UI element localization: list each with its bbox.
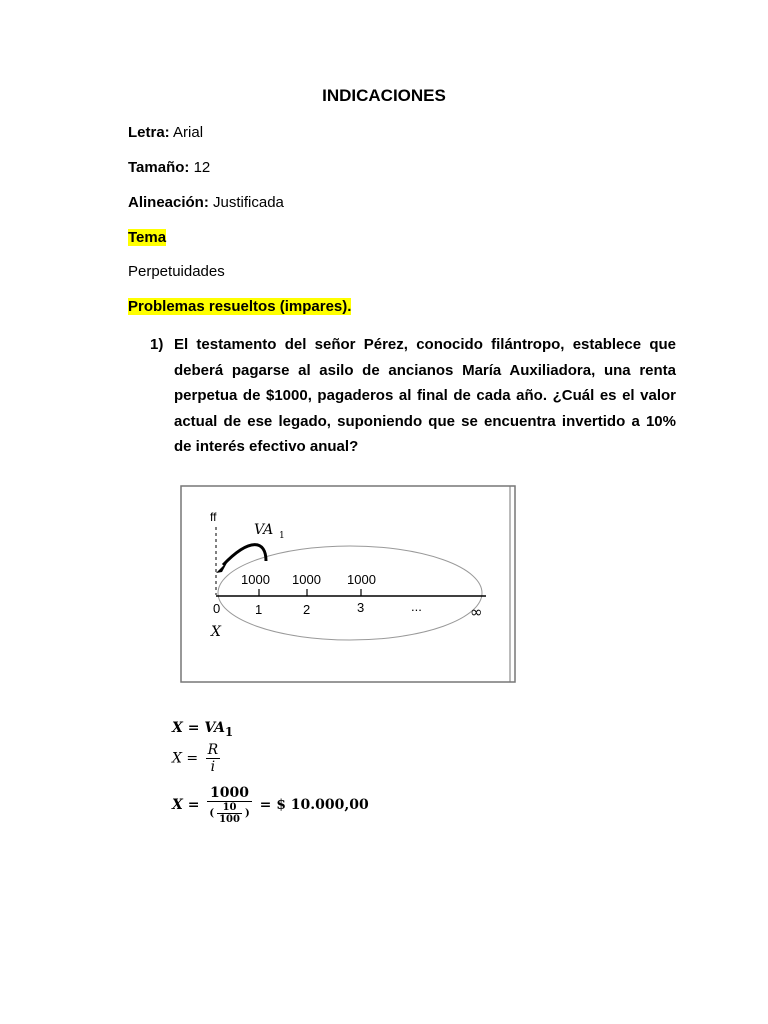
eq3-inner-fraction [217, 802, 242, 825]
payment-3: 1000 [347, 572, 376, 587]
eq2-fraction [206, 742, 221, 775]
problem-text: El testamento del señor Pérez, conocido filántropo, establece que deberá pagarse al asilo de ancianos María Auxiliadora, una renta perpetua de $1000, pagaderos al final de cada año. ¿Cuál es el valor actual de ese legado, suponiendo que se encuentra invertido a 10% de interés efectivo anual? [174, 336, 676, 455]
problems-heading-line [128, 298, 351, 315]
eq3-inner-denominator: 100 [219, 814, 240, 825]
eq2-lhs: X [172, 750, 182, 767]
equation-2: X = $\frac{R}{i}$ [172, 742, 219, 775]
tick-label-1: 1 [255, 602, 263, 617]
tick-label-infinity: ∞ [470, 603, 483, 621]
eq3-lhs: X [172, 797, 183, 813]
page-title: INDICACIONES [322, 86, 446, 105]
eq3-inner-numerator: 10 [217, 802, 242, 814]
size-label: Tamaño: [128, 159, 190, 176]
va-arrow [223, 545, 266, 565]
tick-label-3: 3 [357, 600, 365, 615]
eq3-numerator: 1000 [207, 785, 251, 802]
eq1-rhs: VA [204, 720, 225, 736]
topic-value: Perpetuidades [128, 263, 225, 280]
size-line [128, 159, 210, 176]
ff-label: ff [210, 510, 217, 524]
eq3-result: $ 10.000,00 [276, 797, 369, 813]
tick-label-ellipsis: ... [411, 599, 422, 614]
tick-label-0: 0 [213, 601, 221, 616]
payment-1: 1000 [241, 572, 270, 587]
font-label: Letra: [128, 124, 170, 141]
va-label: VA [254, 522, 274, 538]
equation-3: X = 1000 ( $\frac{10}{100}$ ) = $ 10.000,00 [172, 785, 369, 825]
alignment-label: Alineación: [128, 194, 209, 211]
font-line [128, 124, 203, 141]
problems-heading: Problemas resueltos (impares). [128, 298, 352, 315]
eq1-sub: 1 [225, 724, 234, 739]
problem-number: 1) [150, 336, 164, 353]
timeline-diagram [180, 485, 516, 683]
problem-1 [150, 332, 676, 460]
eq3-fraction [207, 785, 251, 825]
topic-heading-line [128, 229, 166, 246]
equation-1: $X = VA_1$ [172, 720, 234, 739]
font-value: Arial [173, 124, 204, 141]
eq1-lhs: X [172, 720, 183, 736]
tick-label-2: 2 [303, 602, 311, 617]
eq2-denominator: i [210, 759, 216, 775]
topic-heading: Tema [128, 229, 167, 246]
va-subscript: 1 [279, 531, 285, 541]
alignment-line [128, 194, 284, 211]
eq2-numerator: R [207, 742, 219, 758]
x-label: X [211, 624, 221, 640]
payment-2: 1000 [292, 572, 321, 587]
size-value: 12 [193, 159, 211, 176]
payments-ellipse [218, 546, 482, 640]
alignment-value: Justificada [213, 194, 284, 211]
eq3-denominator: ( $\frac{10}{100}$ ) [209, 802, 250, 825]
